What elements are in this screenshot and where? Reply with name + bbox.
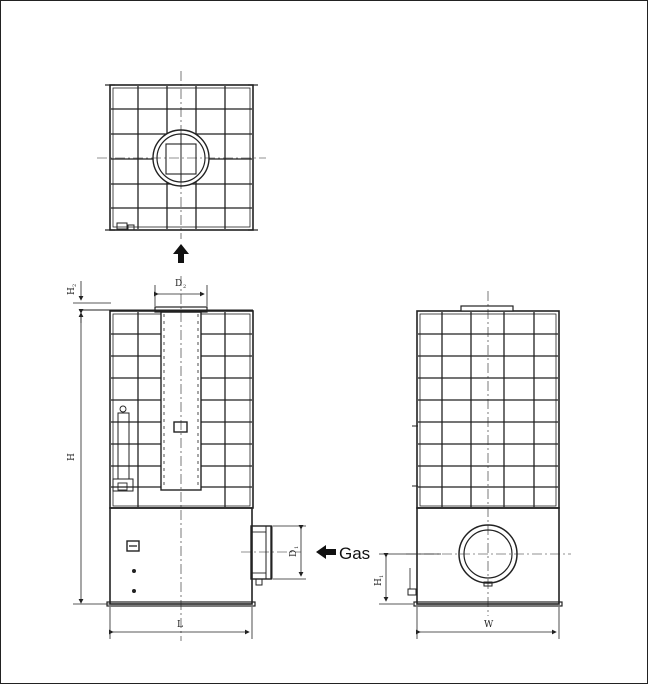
gas-arrow-icon	[316, 545, 336, 559]
technical-drawing	[1, 1, 648, 685]
top-view	[97, 71, 266, 239]
l-label: L	[177, 620, 183, 630]
h1-subscript: 1	[379, 574, 385, 578]
h-label: H	[67, 453, 77, 461]
d2-subscript: 2	[183, 284, 187, 290]
side-view	[406, 291, 571, 616]
d1-label: D	[289, 549, 299, 557]
w-label: W	[484, 620, 494, 630]
gas-label: Gas	[339, 544, 371, 563]
d2-label: D	[175, 279, 183, 289]
h1-label: H	[374, 578, 384, 586]
d1-subscript: 1	[294, 545, 300, 549]
front-view	[79, 276, 301, 641]
h2-label: H	[67, 287, 77, 295]
h2-subscript: 2	[72, 283, 78, 287]
up-arrow-icon	[173, 244, 189, 263]
